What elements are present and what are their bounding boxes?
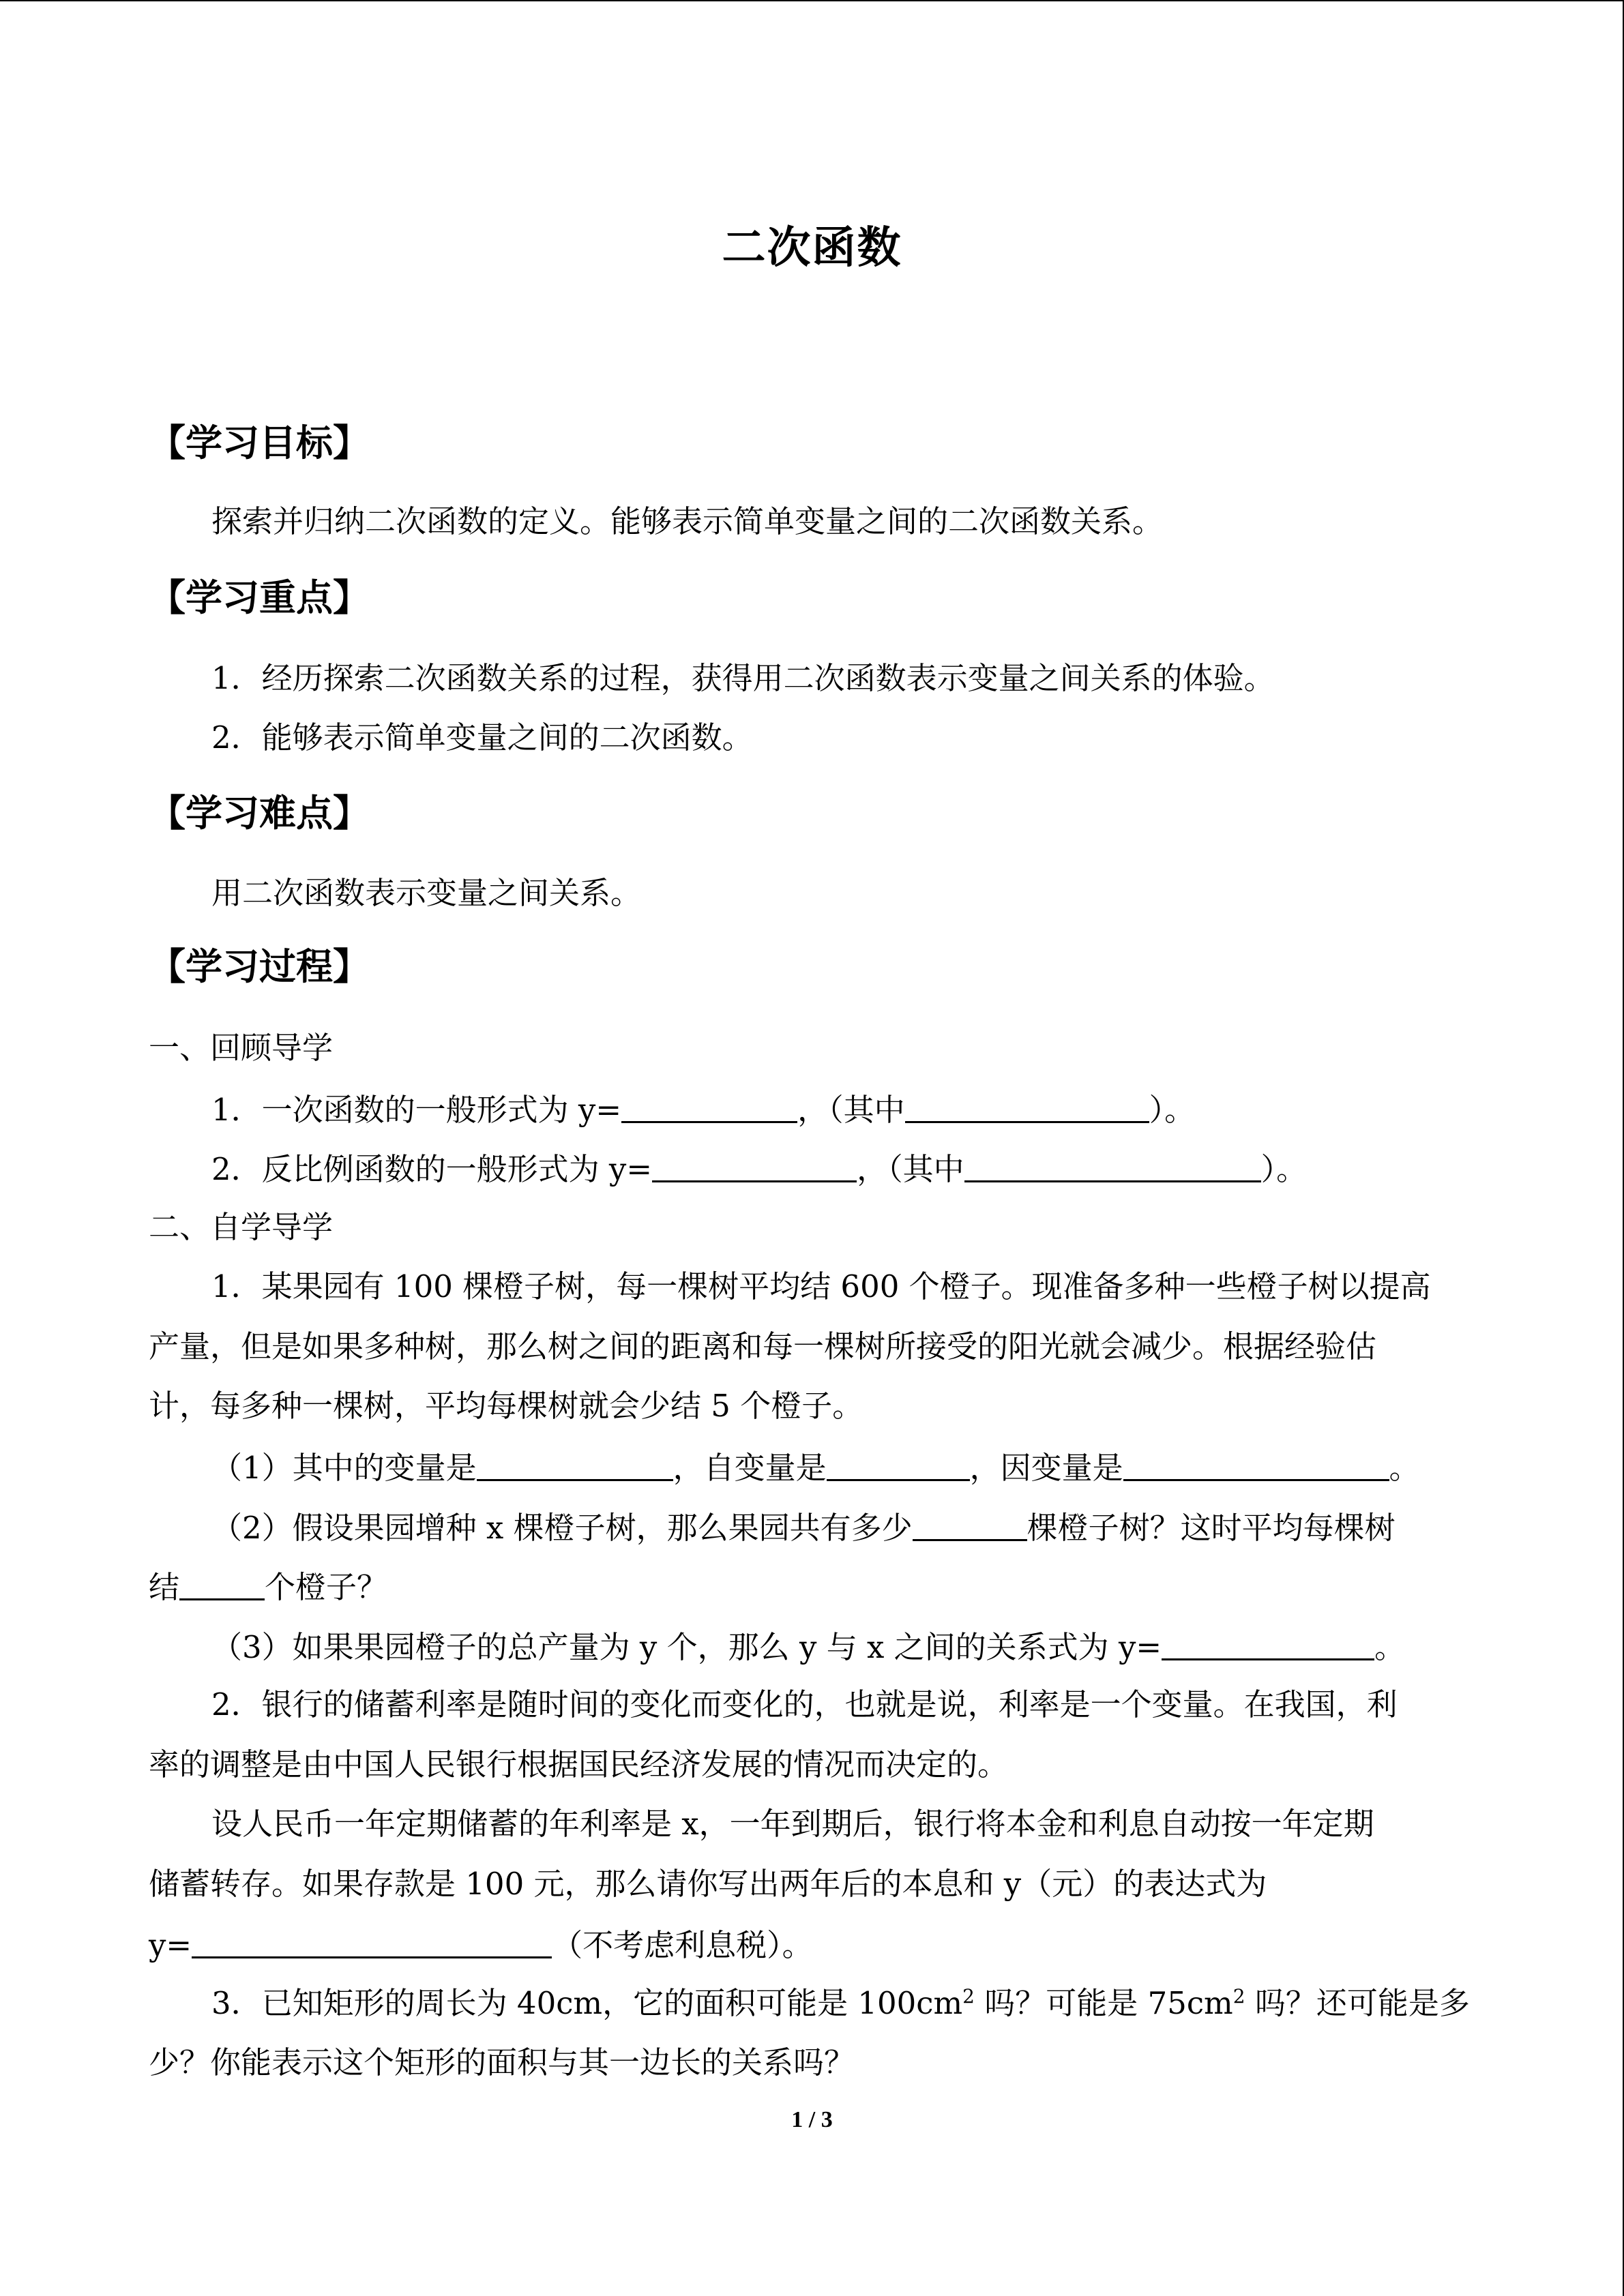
sub-question-3 (211, 1630, 1405, 1663)
sub1-text-b: ，自变量是 (673, 1450, 827, 1486)
heading-process: 【学习过程】 (149, 945, 370, 988)
p4-text-c: 吗？还可能是多 (1245, 1985, 1470, 2021)
q1-mid: ，（其中 (797, 1092, 905, 1128)
p4-line-1 (211, 1985, 1470, 2021)
sub2-blank-oranges[interactable] (179, 1570, 265, 1600)
sub-question-1 (211, 1450, 1420, 1486)
p3-text-a: y= (149, 1927, 192, 1963)
section1-label: 一、回顾导学 (149, 1030, 334, 1066)
q1-blank-1[interactable] (621, 1092, 797, 1123)
q2-prefix: 2．反比例函数的一般形式为 y= (211, 1151, 653, 1187)
sub-question-2-cont (149, 1569, 388, 1605)
p3-blank-expression[interactable] (192, 1928, 552, 1958)
p4-text-b: 吗？可能是 75cm (974, 1985, 1233, 2021)
p3-line-1: 设人民币一年定期储蓄的年利率是 x，一年到期后，银行将本金和利息自动按一年定期 (211, 1806, 1374, 1842)
q1-blank-2[interactable] (905, 1092, 1149, 1123)
sub2-text-d: 个橙子？ (265, 1569, 388, 1605)
sub-question-2 (211, 1510, 1396, 1546)
p3-text-b: （不考虑利息税）。 (552, 1927, 813, 1963)
sub1-text-c: ，因变量是 (969, 1450, 1123, 1486)
p4-sup-2: 2 (1232, 1985, 1245, 2008)
q2-blank-1[interactable] (652, 1152, 857, 1182)
p4-line-2: 少？你能表示这个矩形的面积与其一边长的关系吗？ (149, 2044, 855, 2081)
p3-line-3 (149, 1927, 813, 1963)
difficulty-text: 用二次函数表示变量之间关系。 (211, 875, 642, 911)
sub3-text-a: （3）如果果园橙子的总产量为 y 个，那么 y 与 x 之间的关系式为 y= (211, 1629, 1162, 1665)
sub1-blank-independent[interactable] (827, 1450, 970, 1481)
p4-sup-1: 2 (962, 1985, 975, 2008)
q2-mid: ，（其中 (857, 1151, 964, 1187)
sub3-text-b: 。 (1374, 1629, 1406, 1665)
sub1-text-d: 。 (1389, 1450, 1420, 1486)
q2-blank-2[interactable] (964, 1152, 1261, 1182)
sub1-blank-variable[interactable] (477, 1450, 673, 1481)
page-number: 1 / 3 (791, 2107, 833, 2132)
focus-item-2: 2．能够表示简单变量之间的二次函数。 (211, 719, 753, 756)
sub2-text-c: 结 (149, 1569, 180, 1605)
q1-suffix: ）。 (1149, 1092, 1196, 1128)
q1-prefix: 1．一次函数的一般形式为 y= (211, 1092, 622, 1128)
sub2-blank-trees[interactable] (913, 1510, 1027, 1541)
p2-line-1: 2．银行的储蓄利率是随时间的变化而变化的，也就是说，利率是一个变量。在我国，利 (211, 1686, 1398, 1723)
sub1-blank-dependent[interactable] (1123, 1450, 1389, 1481)
objectives-text: 探索并归纳二次函数的定义。能够表示简单变量之间的二次函数关系。 (211, 503, 1164, 539)
section1-question-1 (211, 1092, 1196, 1128)
sub2-text-b: 棵橙子树？这时平均每棵树 (1027, 1510, 1396, 1546)
p1-line-3: 计，每多种一棵树，平均每棵树就会少结 5 个橙子。 (149, 1388, 863, 1424)
q2-suffix: ）。 (1260, 1151, 1308, 1187)
heading-difficulty: 【学习难点】 (149, 792, 370, 835)
p1-line-1: 1．某果园有 100 棵橙子树，每一棵树平均结 600 个橙子。现准备多种一些橙子树以提高 (211, 1268, 1431, 1304)
p2-line-2: 率的调整是由中国人民银行根据国民经济发展的情况而决定的。 (149, 1746, 1009, 1783)
section2-label: 二、自学导学 (149, 1209, 334, 1245)
sub2-text-a: （2）假设果园增种 x 棵橙子树，那么果园共有多少 (211, 1510, 913, 1546)
heading-objectives: 【学习目标】 (149, 421, 370, 464)
sub3-blank-expression[interactable] (1162, 1630, 1374, 1660)
page-title: 二次函数 (722, 223, 902, 273)
p3-line-2: 储蓄转存。如果存款是 100 元，那么请你写出两年后的本息和 y（元）的表达式为 (149, 1866, 1267, 1902)
section1-question-2 (211, 1151, 1308, 1187)
p1-line-2: 产量，但是如果多种树，那么树之间的距离和每一棵树所接受的阳光就会减少。根据经验估 (149, 1328, 1377, 1365)
focus-item-1: 1．经历探索二次函数关系的过程，获得用二次函数表示变量之间关系的体验。 (211, 660, 1275, 696)
sub1-text-a: （1）其中的变量是 (211, 1450, 477, 1486)
p4-text-a: 3．已知矩形的周长为 40cm，它的面积可能是 100cm (211, 1985, 963, 2021)
heading-focus: 【学习重点】 (149, 576, 370, 619)
